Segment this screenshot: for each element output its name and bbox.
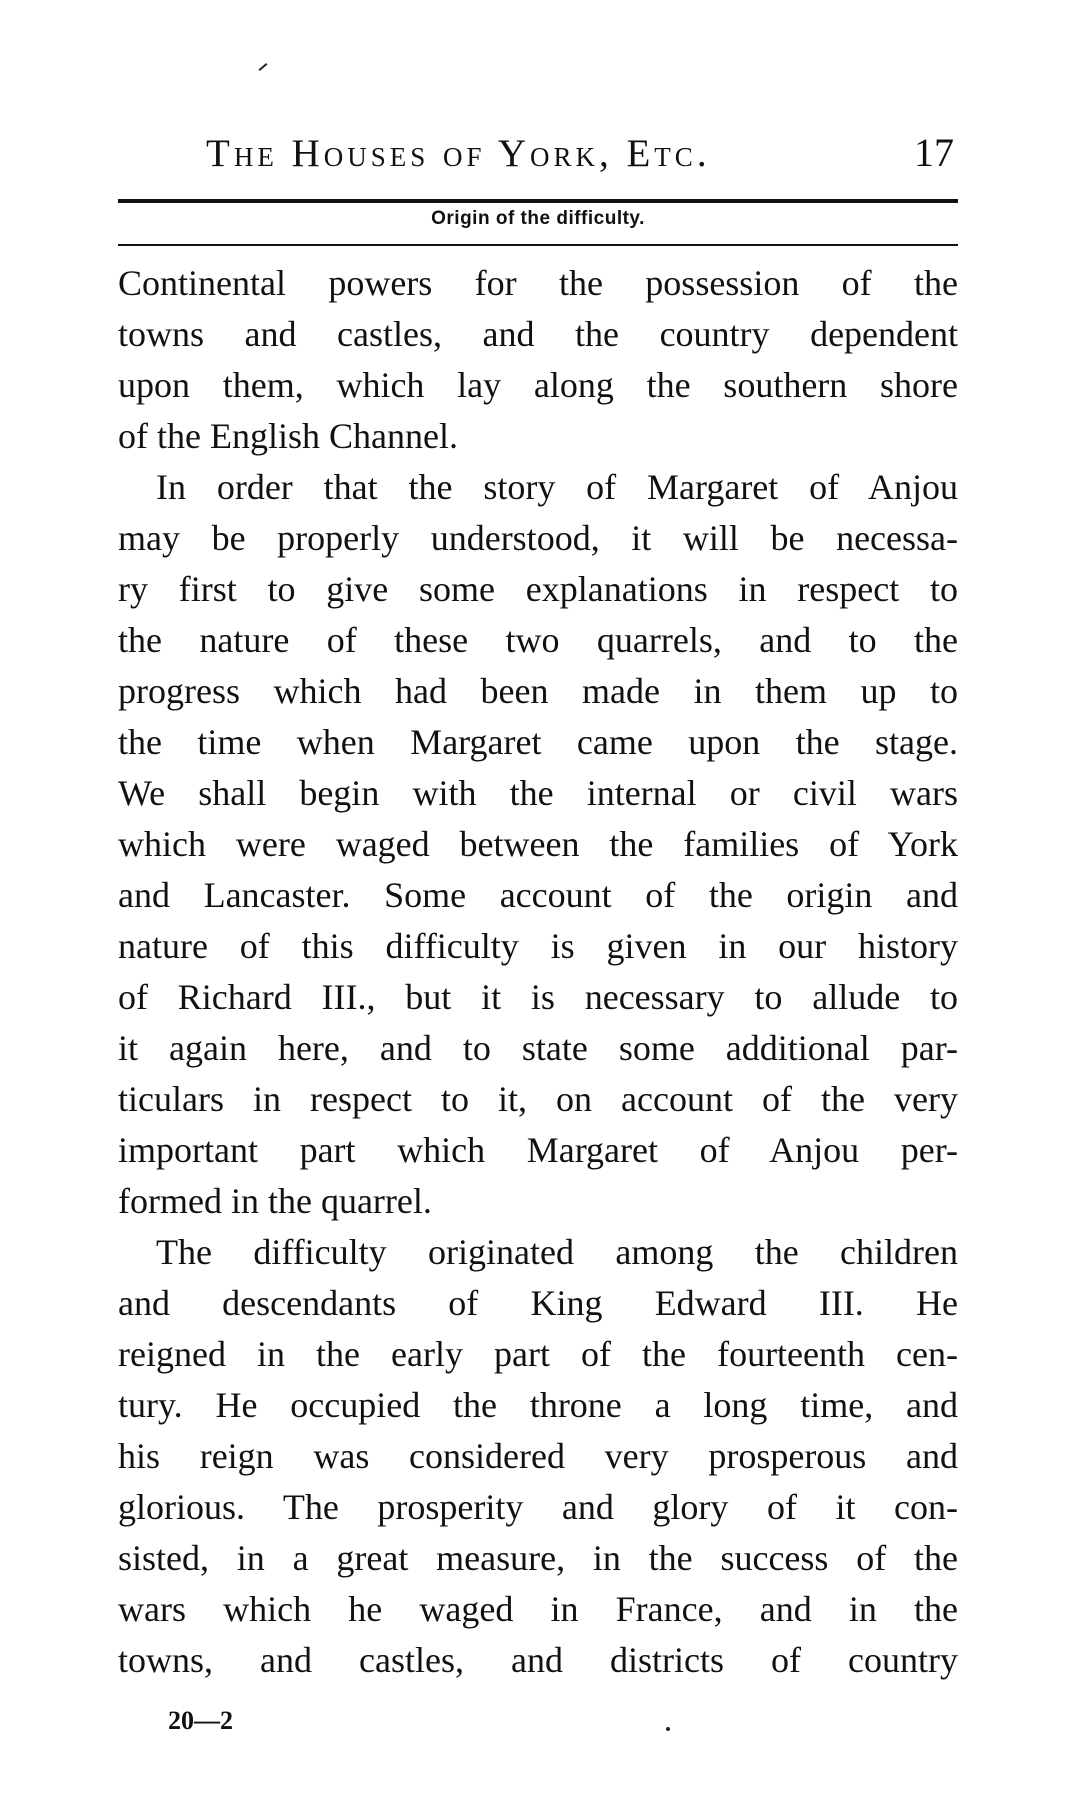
text-line: towns, and castles, and districts of country (118, 1640, 958, 1680)
text-line: which were waged between the families of York (118, 824, 958, 864)
text-line: In order that the story of Margaret of Anjou (156, 467, 958, 507)
text-line: it again here, and to state some additional par- (118, 1028, 958, 1068)
text-line: sisted, in a great measure, in the success of the (118, 1538, 958, 1578)
text-line: important part which Margaret of Anjou per- (118, 1130, 958, 1170)
text-line: towns and castles, and the country dependent (118, 314, 958, 354)
running-head (118, 125, 958, 185)
signature-mark: 20—2 (168, 1706, 233, 1735)
text-line: formed in the quarrel. (118, 1181, 432, 1221)
text-line: upon them, which lay along the southern shore (118, 365, 958, 405)
text-line: reigned in the early part of the fourteenth cen- (118, 1334, 958, 1374)
text-line: ticulars in respect to it, on account of the very (118, 1079, 958, 1119)
paragraph (118, 462, 958, 1227)
text-line: glorious. The prosperity and glory of it con- (118, 1487, 958, 1527)
header-rule-thick (118, 199, 958, 203)
text-line: The difficulty originated among the children (156, 1232, 958, 1272)
text-line: the nature of these two quarrels, and to the (118, 620, 958, 660)
text-line: of Richard III., but it is necessary to allude to (118, 977, 958, 1017)
section-heading: Origin of the difficulty. (431, 208, 645, 229)
pencil-tick-mark (259, 63, 268, 71)
text-line: tury. He occupied the throne a long time, and (118, 1385, 958, 1425)
text-line: may be properly understood, it will be necessa- (118, 518, 958, 558)
printing-dot (666, 1727, 670, 1731)
running-title: The Houses of York, Etc. (206, 132, 711, 175)
body-text (118, 258, 958, 1686)
text-line: his reign was considered very prosperous and (118, 1436, 958, 1476)
text-line: We shall begin with the internal or civil wars (118, 773, 958, 813)
text-line: wars which he waged in France, and in the (118, 1589, 958, 1629)
paragraph (118, 258, 958, 462)
header-rule-thin (118, 244, 958, 246)
text-line: and descendants of King Edward III. He (118, 1283, 958, 1323)
text-line: and Lancaster. Some account of the origin and (118, 875, 958, 915)
text-line: of the English Channel. (118, 416, 458, 456)
page-number: 17 (914, 130, 954, 175)
text-line: Continental powers for the possession of the (118, 263, 958, 303)
text-line: progress which had been made in them up to (118, 671, 958, 711)
paragraph (118, 1227, 958, 1686)
text-line: ry first to give some explanations in respect to (118, 569, 958, 609)
text-line: nature of this difficulty is given in our history (118, 926, 958, 966)
text-line: the time when Margaret came upon the stage. (118, 722, 958, 762)
